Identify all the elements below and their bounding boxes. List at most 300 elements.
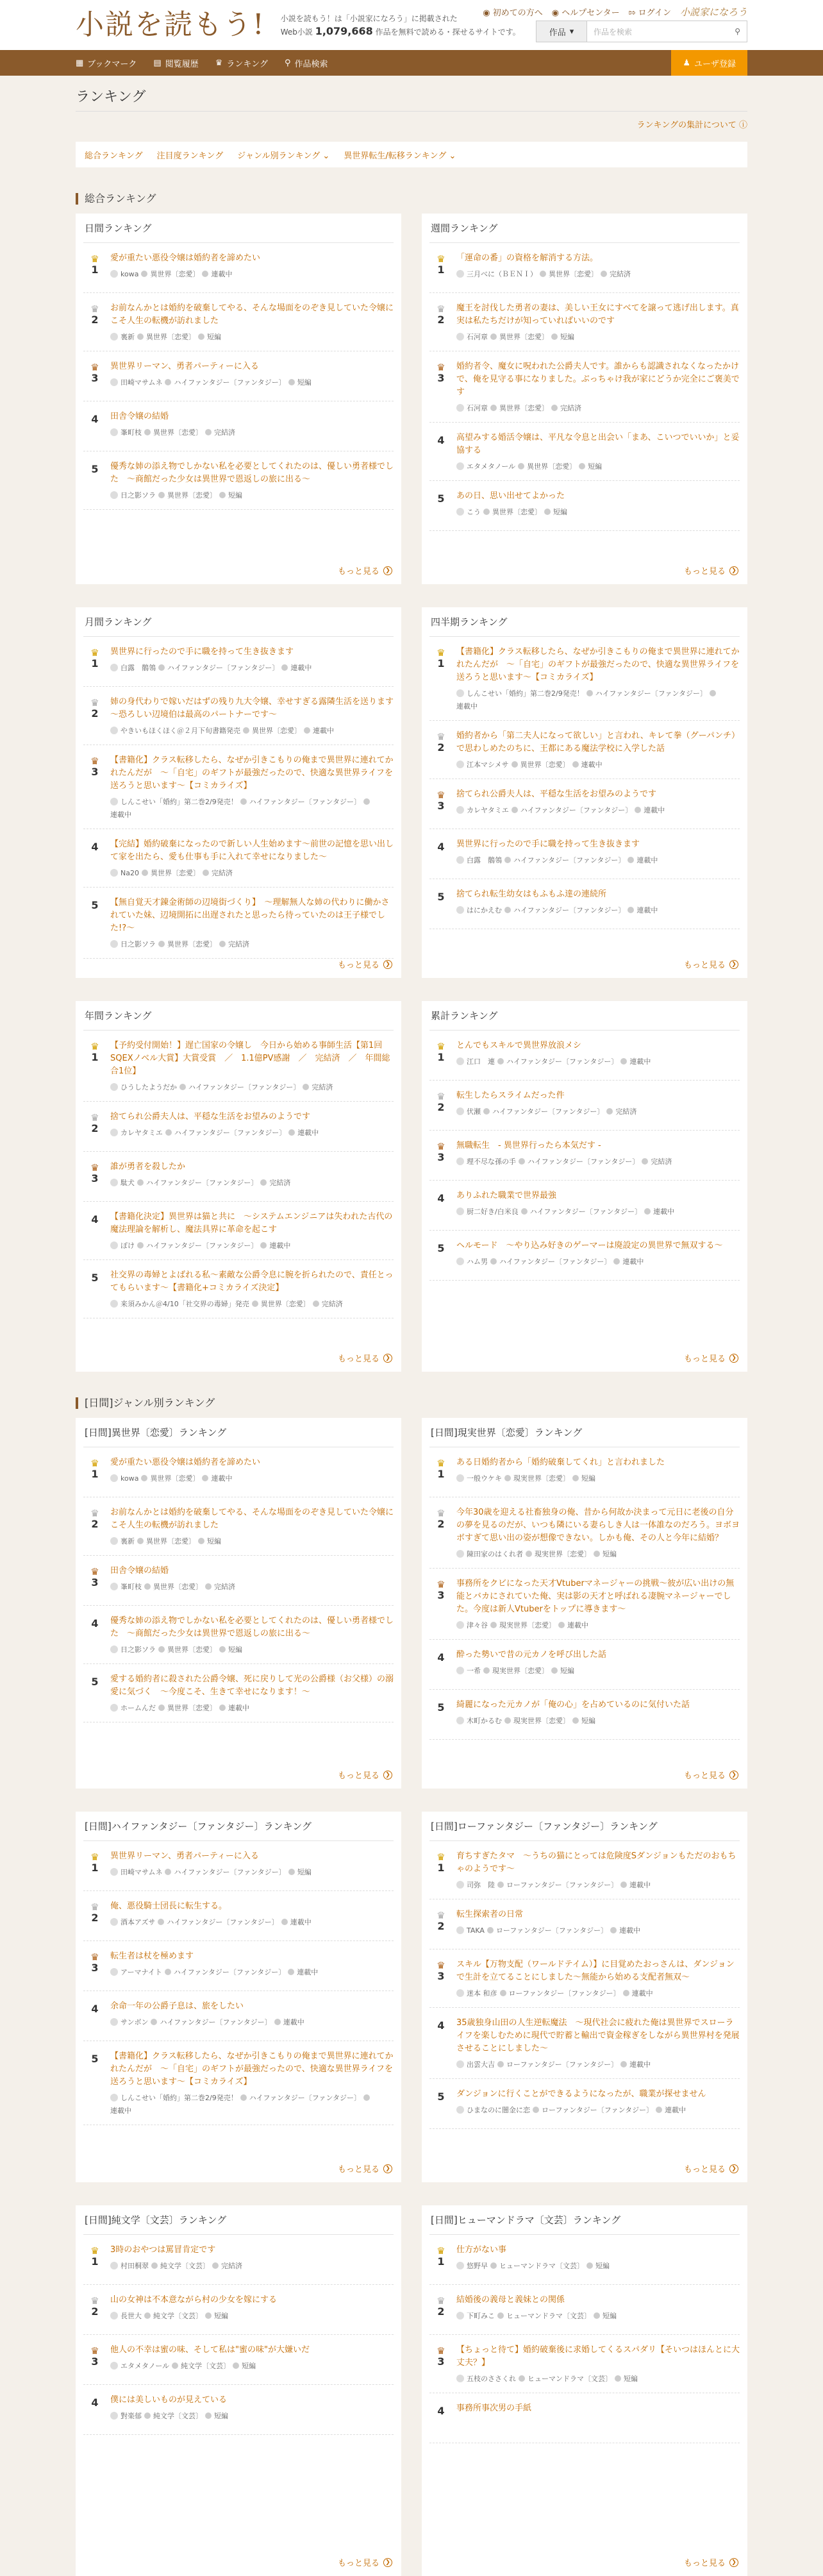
status-icon — [260, 1179, 267, 1186]
genre-label: ローファンタジー〔ファンタジー〕 — [506, 1881, 619, 1889]
work-meta — [456, 855, 740, 865]
work-meta — [456, 269, 740, 279]
work-title-link[interactable]: 異世界に行ったので手に職を持って生き抜きます — [110, 647, 294, 657]
genre-icon — [144, 2412, 151, 2419]
more-link[interactable]: もっと見る ❯ — [338, 564, 392, 577]
author-link[interactable]: 出雲大吉 — [467, 2060, 495, 2069]
status-label: 短編 — [228, 1646, 242, 1654]
search-input[interactable]: 作品を検索 ⚲ — [587, 21, 747, 42]
work-meta — [456, 1925, 740, 1935]
chevron-right-icon: ❯ — [729, 566, 738, 575]
genre-icon — [158, 664, 165, 671]
genre-label: ハイファンタジー〔ファンタジー〕 — [167, 664, 279, 672]
rank-badge — [83, 754, 106, 820]
rank-badge — [429, 730, 453, 770]
ranking-about-link[interactable]: ランキングの集計について ⓘ — [636, 121, 747, 130]
more-link[interactable]: もっと見る ❯ — [338, 2556, 392, 2568]
work-meta — [110, 2411, 394, 2421]
rank-number: 2 — [437, 314, 445, 326]
work-title-link[interactable]: 捨てられ公爵夫人は、平穏な生活をお望みのようです — [110, 1112, 311, 1122]
register-button[interactable]: ♟ ユーザ登録 — [671, 50, 747, 76]
rank-number: 2 — [437, 1920, 445, 1932]
more-link[interactable]: もっと見る ❯ — [684, 564, 738, 577]
work-count: 1,079,668 — [315, 24, 373, 37]
ranking-item — [429, 2393, 740, 2443]
genre-icon — [243, 727, 249, 734]
work-meta — [110, 1082, 394, 1092]
author-link[interactable]: 江本マシメサ — [467, 761, 509, 769]
rank-number: 3 — [91, 1962, 99, 1974]
genre-label: ハイファンタジー〔ファンタジー〕 — [529, 1208, 642, 1216]
work-title-link[interactable]: 【書籍化】クラス転移したら、なぜか引きこもりの俺まで異世界に連れてかれたんだが ～「自宅」のギフトが最強だったので、快適な異世界ライフを送ろうと思います～【コミカライズ】 — [456, 647, 740, 682]
crown-icon: ♛ — [436, 2345, 445, 2357]
more-link[interactable]: もっと見る ❯ — [338, 958, 392, 970]
author-link[interactable]: 理不尽な孫の手 — [467, 1158, 516, 1166]
work-title-link[interactable]: 【書籍化決定】異世界は猫と共に ～システムエンジニアは失われた古代の魔法理論を解析し、魔法具界に革命を起こす — [110, 1212, 393, 1234]
author-icon — [110, 1474, 118, 1482]
author-link[interactable]: 峯町枝 — [121, 428, 142, 437]
status-icon — [623, 1990, 629, 1996]
ranking-item — [429, 2285, 740, 2335]
crown-icon: ♛ — [436, 1041, 445, 1052]
author-link[interactable]: TAKA — [467, 1926, 485, 1935]
work-title-link[interactable]: 高望みする婚活令嬢は、平凡な令息と出会い「まあ、こいつでいいか」と妥協する — [456, 433, 740, 455]
work-title-link[interactable]: 捨てられ公爵夫人は、平穏な生活をお望みのようです — [456, 789, 657, 799]
status-label: 短編 — [214, 2312, 228, 2320]
nav-ranking[interactable]: ♛ ランキング — [215, 58, 268, 69]
genre-icon — [511, 761, 518, 768]
rank-number: 1 — [437, 1468, 445, 1480]
filter-attention[interactable]: 注目度ランキング — [156, 151, 224, 161]
card-title: [日間]現実世界〔恋愛〕ランキング — [429, 1426, 740, 1447]
work-title-link[interactable]: あの日、思い出せてよかった — [456, 491, 565, 501]
rank-badge — [83, 302, 106, 342]
crown-icon: ♛ — [436, 2245, 445, 2257]
work-title-link[interactable]: 田舎令嬢の結婚 — [110, 1566, 169, 1576]
work-meta — [110, 725, 394, 736]
rank-badge — [83, 838, 106, 878]
rank-badge — [429, 1040, 453, 1071]
genre-label: ハイファンタジー〔ファンタジー〕 — [492, 1107, 604, 1116]
rank-badge — [429, 1090, 453, 1121]
rank-badge — [83, 2394, 106, 2425]
ranking-item — [83, 1606, 394, 1664]
chevron-down-icon: ▾ — [569, 26, 574, 37]
ranking-item — [429, 1841, 740, 1899]
chevron-down-icon: ⌄ — [449, 151, 456, 161]
work-title-link[interactable]: 無職転生 - 異世界行ったら本気だす - — [456, 1141, 601, 1150]
work-title-link[interactable]: 転生探索者の日常 — [456, 1910, 524, 1919]
work-title-link[interactable]: 社交界の毒婦とよばれる私～素敵な公爵令息に腕を折られたので、責任とってもらいます～【書籍化+コミカライズ決定】 — [110, 1270, 394, 1293]
chevron-right-icon: ❯ — [729, 1771, 738, 1780]
work-title-link[interactable]: 山の女神は不本意ながら村の少女を嫁にする — [110, 2295, 278, 2305]
author-link[interactable]: Na20 — [121, 868, 139, 877]
rank-badge — [429, 432, 453, 471]
status-icon — [579, 463, 585, 469]
rank-number: 5 — [91, 1676, 99, 1688]
status-label: 連載中 — [110, 811, 131, 819]
status-label: 連載中 — [629, 1057, 651, 1066]
ranking-item — [429, 1031, 740, 1081]
rank-badge — [83, 2244, 106, 2275]
author-link[interactable]: ひまなのに闇金に恋 — [467, 2106, 530, 2114]
genre-label: ハイファンタジー〔ファンタジー〕 — [188, 1083, 301, 1091]
author-link[interactable]: 駄犬 — [121, 1179, 135, 1187]
author-link[interactable]: エタメタノール — [467, 462, 516, 471]
work-meta — [456, 1880, 740, 1890]
ranking-item — [429, 2335, 740, 2393]
crown-icon: ♛ — [436, 1910, 445, 1921]
author-link[interactable]: ホームんだ — [121, 1704, 156, 1712]
status-label: 連載中 — [636, 906, 658, 914]
work-title-link[interactable]: 結婚後の義母と義妹との関係 — [456, 2295, 565, 2305]
author-icon — [456, 856, 464, 864]
work-title-link[interactable]: 転生者は杖を極めます — [110, 1951, 194, 1961]
work-title-link[interactable]: 仕方がない事 — [456, 2245, 507, 2255]
author-icon — [110, 869, 118, 877]
card-title: [日間]ローファンタジー〔ファンタジー〕ランキング — [429, 1819, 740, 1841]
nav-search[interactable]: ⚲ 作品検索 — [284, 58, 328, 69]
work-title-link[interactable]: 俺、悪役騎士団長に転生する。 — [110, 1901, 228, 1911]
author-link[interactable]: 一般ウケキ — [467, 1474, 502, 1483]
work-meta — [456, 1715, 740, 1726]
author-link[interactable]: ぽけ — [121, 1242, 135, 1250]
work-meta — [456, 332, 740, 342]
work-title-link[interactable]: ありふれた職業で世界最強 — [456, 1191, 557, 1200]
filter-genre[interactable]: ジャンル別ランキング ⌄ — [237, 151, 330, 161]
author-link[interactable]: サンボン — [121, 2018, 149, 2026]
filter-overall[interactable]: 総合ランキング — [85, 151, 143, 161]
genre-icon — [483, 1108, 490, 1115]
ranking-item — [83, 1556, 394, 1606]
author-link[interactable]: 長世大 — [121, 2312, 142, 2320]
header — [0, 0, 823, 50]
author-link[interactable]: 田崎マサムネ — [121, 378, 163, 387]
ranking-card — [76, 1418, 401, 1789]
status-label: 短編 — [207, 333, 221, 341]
work-meta — [456, 1620, 740, 1630]
more-link[interactable]: もっと見る ❯ — [684, 958, 738, 970]
genre-label: ハイファンタジー〔ファンタジー〕 — [174, 1868, 286, 1876]
work-meta — [456, 2105, 740, 2115]
work-title-link[interactable]: ダンジョンに行くことができるようになったが、職業が探せません — [456, 2089, 706, 2099]
author-link[interactable]: 峯町枝 — [121, 1583, 142, 1591]
work-title-link[interactable]: 僕には美しいものが見えている — [110, 2395, 228, 2405]
author-link[interactable]: 三月べに（ＢＥＮＩ） — [467, 270, 537, 278]
work-title-link[interactable]: 婚約者から「第二夫人になって欲しい」と言われ、キレて拳（グーパンチ）で思わしめたのちに、王都にある魔法学校に入学した話 — [456, 731, 740, 753]
status-icon — [610, 1927, 617, 1933]
genre-icon — [172, 2362, 178, 2369]
author-link[interactable]: 日之影ソラ — [121, 940, 156, 948]
author-link[interactable]: はにかえむ — [467, 906, 502, 914]
work-title-link[interactable]: 事務所をクビになった天才Vtuberマネージャーの挑戦～彼が広い出けの無能とバカにされていた俺、実は影の天才と呼ばれる凄腕マネージャーでした。今度は新人Vtuberをトップに導きます～ — [456, 1579, 735, 1614]
status-label: 短編 — [588, 462, 603, 471]
status-label: 連載中 — [619, 1926, 641, 1935]
genre-icon — [586, 690, 593, 696]
status-icon — [620, 1058, 627, 1065]
status-icon — [551, 1667, 558, 1674]
genre-label: ハイファンタジー〔ファンタジー〕 — [249, 2094, 362, 2102]
author-link[interactable]: 江口 連 — [467, 1057, 495, 1066]
work-title-link[interactable]: 愛が重たい悪役令嬢は婚約者を諦めたい — [110, 1458, 261, 1467]
author-link[interactable]: 悠野早 — [467, 2262, 488, 2270]
author-icon — [110, 378, 118, 386]
author-link[interactable]: 迷本 和彦 — [467, 1989, 497, 1998]
genre-label: 異世界〔恋愛〕 — [146, 333, 195, 341]
nav-history[interactable]: ▤ 閲覧履歴 — [153, 58, 199, 69]
work-title-link[interactable]: 愛する婚約者に殺された公爵令嬢、死に戻りして光の公爵様（お父様）の溺愛に気づく ～今度こそ、生きて幸せになります！～ — [110, 1674, 394, 1697]
author-icon — [456, 1717, 464, 1724]
status-label: 連載中 — [629, 1881, 651, 1889]
author-link[interactable]: 伏瀬 — [467, 1107, 481, 1116]
work-title-link[interactable]: 育ちすぎたタマ ～うちの猫にとっては危険度Sダンジョンもただのおもちゃのようです～ — [456, 1851, 736, 1874]
author-link[interactable]: 酒本アズサ — [121, 1918, 156, 1926]
work-meta — [456, 2311, 740, 2321]
rank-badge — [429, 2244, 453, 2275]
author-icon — [456, 404, 464, 412]
genre-icon — [137, 333, 144, 340]
narou-logo[interactable]: 小説家になろう — [679, 6, 747, 18]
status-icon — [628, 907, 634, 913]
ranking-item — [83, 1891, 394, 1941]
author-link[interactable]: エタメタノール — [121, 2362, 170, 2370]
status-icon — [303, 1084, 309, 1090]
rank-badge — [429, 2017, 453, 2069]
rank-number: 4 — [91, 1213, 99, 1225]
author-link[interactable]: 木町かるむ — [467, 1717, 502, 1725]
work-title-link[interactable]: 異世界に行ったので手に職を持って生き抜きます — [456, 839, 640, 849]
work-title-link[interactable]: 転生したらスライムだった件 — [456, 1091, 565, 1100]
author-link[interactable]: kowa — [121, 1474, 139, 1483]
status-label: 短編 — [560, 1667, 574, 1675]
rank-number: 3 — [437, 800, 445, 812]
author-link[interactable]: ひうしたようだか — [121, 1083, 177, 1091]
crown-icon: ♛ — [436, 2295, 445, 2307]
rank-badge — [83, 2294, 106, 2325]
crown-icon: ♛ — [436, 731, 445, 743]
rank-badge — [83, 1111, 106, 1142]
genre-icon — [165, 379, 171, 385]
author-link[interactable]: 一希 — [467, 1667, 481, 1675]
genre-label: 異世界〔恋愛〕 — [520, 761, 570, 769]
ranking-item — [83, 451, 394, 510]
more-link[interactable]: もっと見る ❯ — [338, 1352, 392, 1364]
work-title-link[interactable]: 35歳独身山田の人生逆転魔法 ～現代社会に疲れた俺は異世界でスローライフを楽しむために現代で貯蓄と輸出で資金稼ぎをしながら異世界村を発展させることにしました～ — [456, 2018, 740, 2053]
link-beginners[interactable]: ◉ 初めての方へ — [483, 8, 543, 18]
more-link[interactable]: もっと見る ❯ — [684, 1769, 738, 1781]
work-title-link[interactable]: 田舎令嬢の結婚 — [110, 412, 169, 421]
ranking-item — [83, 2385, 394, 2435]
status-label: 短編 — [207, 1537, 221, 1545]
status-icon — [594, 1551, 600, 1557]
author-link[interactable]: 下町みこ — [467, 2312, 495, 2320]
work-title-link[interactable]: 「運命の番」の資格を解消する方法。 — [456, 253, 599, 263]
work-title-link[interactable]: 事務所事次男の手紙 — [456, 2403, 532, 2413]
author-link[interactable]: やきいもほくほく＠２月下旬書籍発売 — [121, 727, 240, 735]
more-link[interactable]: もっと見る ❯ — [684, 2556, 738, 2568]
genre-icon — [158, 941, 165, 947]
ranking-item — [83, 401, 394, 451]
rank-badge — [429, 2088, 453, 2119]
rank-number: 5 — [91, 2053, 99, 2065]
genre-label: 現実世界〔恋愛〕 — [499, 1621, 556, 1629]
work-title-link[interactable]: お前なんかとは婚約を破棄してやる、そんな場面をのぞき見していた令嬢にこそ人生の転機が訪れました — [110, 1508, 394, 1530]
rank-badge — [83, 1673, 106, 1713]
status-icon — [205, 429, 212, 435]
author-icon — [110, 2362, 118, 2370]
status-icon — [260, 1242, 267, 1249]
work-title-link[interactable]: 【予約受付開始！】遅亡国家の令嬢し 今日から始める事師生活【第1回SQEXノベル大賞】大賞受賞 ／ 1.1億PV感謝 ／ 完結済 ／ 年間総合1位】 — [110, 1041, 390, 1076]
author-icon — [110, 2312, 118, 2319]
author-icon — [110, 1537, 118, 1545]
ranking-item — [429, 1447, 740, 1497]
status-icon — [594, 2312, 600, 2319]
search-category-select[interactable]: 作品 ▾ — [536, 21, 587, 42]
ranking-item — [83, 1031, 394, 1102]
work-title-link[interactable]: スキル【万物支配（ワールドテイム）】に目覚めたおっさんは、ダンジョンで生計を立てることにしました～無能から始める支配者無双～ — [456, 1960, 735, 1982]
author-link[interactable]: しんこせい「婚約」第二巻2/9発売！ — [121, 2094, 238, 2102]
page-title: ランキング — [76, 89, 146, 105]
work-title-link[interactable]: 捨てられ転生幼女はもふもふ達の連続所 — [456, 889, 607, 899]
author-link[interactable]: しんこせい「婚約」第二巻2/9発売！ — [121, 798, 238, 806]
work-title-link[interactable]: 余命一年の公爵子息は、旅をしたい — [110, 2001, 244, 2011]
work-title-link[interactable]: とんでもスキルで異世界放浪メシ — [456, 1041, 581, 1050]
author-link[interactable]: ハム男 — [467, 1258, 488, 1266]
filter-isekai[interactable]: 異世界転生/転移ランキング ⌄ — [344, 151, 456, 161]
author-link[interactable]: カレヤタミエ — [467, 806, 509, 814]
ranking-item — [429, 879, 740, 929]
genre-label: 異世界〔恋愛〕 — [167, 940, 217, 948]
author-link[interactable]: 田崎マサムネ — [121, 1868, 163, 1876]
work-title-link[interactable]: 異世界リーマン、勇者パーティーに入る — [110, 1851, 259, 1861]
author-link[interactable]: カレヤタミエ — [121, 1129, 163, 1137]
link-help[interactable]: ◉ ヘルプセンター — [551, 8, 620, 18]
work-title-link[interactable]: 【書籍化】クラス転移したら、なぜか引きこもりの俺まで異世界に連れてかれたんだが ～「自宅」のギフトが最強だったので、快適な異世界ライフを送ろうと思います～【コミカライズ】 — [110, 755, 394, 791]
author-icon — [456, 1550, 464, 1558]
ranking-item — [83, 888, 394, 959]
work-title-link[interactable]: 今年30歳を迎える社畜独身の俺、昔から何故か決まって元日に老後の自分の夢を見るのだが、いつも隣にいる妻らしき人は一体誰なのだろう。ヨボヨボすぎて思い出の姿が想像できない。しかも俺、その人と今年に結婚？ — [456, 1508, 740, 1543]
author-link[interactable]: 厨二好き/白米良 — [467, 1208, 519, 1216]
rank-number: 2 — [91, 2305, 99, 2318]
author-link[interactable]: 裏新 — [121, 333, 135, 341]
work-title-link[interactable]: 優秀な姉の添え物でしかない私を必要としてくれたのは、優しい勇者様でした ～商館だった少女は異世界で恩返しの旅に出る～ — [110, 1616, 394, 1638]
author-icon — [456, 1057, 464, 1065]
work-title-link[interactable]: 優秀な姉の添え物でしかない私を必要としてくれたのは、優しい勇者様でした ～商館だった少女は異世界で恩返しの旅に出る～ — [110, 462, 394, 484]
work-meta — [110, 939, 394, 949]
status-icon — [572, 1475, 579, 1481]
status-icon — [288, 1869, 295, 1875]
work-title-link[interactable]: 姉の身代わりで嫁いだはずの残り九大令嬢、幸せすぎる露隣生活を送ります～恐ろしい辺境伯は最高のパートナーです～ — [110, 697, 394, 720]
card-title: 四半期ランキング — [429, 615, 740, 637]
author-icon — [456, 1667, 464, 1674]
rank-badge — [429, 1456, 453, 1488]
genre-label: 異世界〔恋愛〕 — [167, 491, 217, 500]
author-link[interactable]: こう — [467, 508, 481, 516]
genre-label: ハイファンタジー〔ファンタジー〕 — [174, 378, 286, 387]
author-icon — [456, 1158, 464, 1165]
author-link[interactable]: 對楽郁 — [121, 2412, 142, 2420]
work-title-link[interactable]: 他人の不幸は蜜の味、そして私は"蜜の味"が大嫌いだ — [110, 2345, 310, 2355]
status-icon — [202, 271, 208, 277]
status-icon — [203, 870, 209, 876]
author-link[interactable]: 五枝のささくれ — [467, 2375, 516, 2383]
work-title-link[interactable]: 酔った勢いで昔の元カノを呼び出した話 — [456, 1650, 607, 1660]
work-title-link[interactable]: 婚約者令、魔女に呪われた公爵夫人です。誰からも認識されなくなったかけで、俺を見守る事になりました。ぶっちゃけ我が家にどうか完全にご褒美です — [456, 362, 740, 397]
author-link[interactable]: しんこせい「婚約」第二巻2/9発売！ — [467, 689, 584, 698]
genre-icon — [518, 463, 524, 469]
status-label: 短編 — [228, 491, 242, 500]
genre-icon — [519, 1158, 525, 1165]
author-link[interactable]: 裏新 — [121, 1537, 135, 1545]
author-link[interactable]: 陳田家のはくれ者 — [467, 1550, 523, 1558]
chevron-down-icon: ⌄ — [322, 151, 330, 161]
status-label: 短編 — [581, 1717, 595, 1725]
author-link[interactable]: 石河章 — [467, 333, 488, 341]
more-link[interactable]: もっと見る ❯ — [684, 1352, 738, 1364]
work-meta — [110, 2017, 394, 2027]
more-link[interactable]: もっと見る ❯ — [338, 1769, 392, 1781]
author-link[interactable]: 白露 鶺鴒 — [467, 856, 502, 864]
work-title-link[interactable]: ある日婚約者から「婚約破棄してくれ」と言われました — [456, 1458, 665, 1467]
rank-number: 1 — [437, 657, 445, 669]
work-title-link[interactable]: ヘルモード ～やり込み好きのゲーマーは廃設定の異世界で無双する～ — [456, 1241, 723, 1250]
site-logo[interactable]: 小説を読もう! — [76, 8, 265, 41]
crown-icon: ♛ — [436, 303, 445, 315]
nav-bookmark[interactable]: ▦ ブックマーク — [76, 58, 137, 69]
rank-number: 4 — [91, 2003, 99, 2015]
author-link[interactable]: kowa — [121, 269, 139, 278]
status-icon — [620, 1881, 627, 1888]
rank-number: 3 — [437, 1589, 445, 1601]
ranking-item — [83, 2285, 394, 2335]
work-title-link[interactable]: 【完結】婚約破棄になったので新しい人生始めます～前世の記憶を思い出して家を出たら、愛も仕事も手に入れて幸せになりました～ — [110, 839, 394, 862]
author-link[interactable]: 津々谷 — [467, 1621, 488, 1629]
author-icon — [456, 508, 464, 516]
work-title-link[interactable]: 【ちょっと待て】婚約破棄後に求婚してくるスパダリ【そいつはほんとに大丈夫？】 — [456, 2345, 740, 2368]
author-link[interactable]: 来須みかん＠4/10「社交界の毒婦」発売 — [121, 1300, 249, 1308]
work-title-link[interactable]: お前なんかとは婚約を破棄してやる、そんな場面をのぞき見していた令嬢にこそ人生の転機が訪れました — [110, 303, 394, 326]
status-label: 連載中 — [644, 806, 665, 814]
status-icon — [202, 1475, 208, 1481]
link-login[interactable]: ⇰ ログイン — [628, 8, 671, 18]
rank-number: 4 — [437, 1192, 445, 1204]
genre-label: 異世界〔恋愛〕 — [499, 333, 549, 341]
ranking-card — [76, 607, 401, 978]
more-link[interactable]: もっと見る ❯ — [338, 2162, 392, 2175]
work-title-link[interactable]: 【書籍化】クラス転移したら、なぜか引きこもりの俺まで異世界に連れてかれたんだが ～「自宅」のギフトが最強だったので、快適な異世界ライフを送ろうと思います～【コミカライズ】 — [110, 2051, 394, 2087]
author-link[interactable]: 白露 鶺鴒 — [121, 664, 156, 672]
ranking-item — [429, 481, 740, 531]
work-title-link[interactable]: 愛が重たい悪役令嬢は婚約者を諦めたい — [110, 253, 261, 263]
work-title-link[interactable]: 魔王を討伐した勇者の妻は、美しい王女にすべてを譲って逃げ出します。真実は私たちだけが知っていればいいのです — [456, 303, 739, 326]
work-title-link[interactable]: 綺麗になった元カノが「俺の心」を占めているのに気付いた話 — [456, 1700, 690, 1710]
status-label: 連載中 — [581, 761, 603, 769]
rank-badge — [83, 1565, 106, 1596]
work-title-link[interactable]: 誰が勇者を殺したか — [110, 1162, 186, 1172]
author-link[interactable]: アーマナイト — [121, 1968, 162, 1976]
author-link[interactable]: 石河章 — [467, 404, 488, 412]
crown-icon: ♛ — [90, 2245, 99, 2257]
work-title-link[interactable]: 異世界リーマン、勇者パーティーに入る — [110, 362, 259, 371]
work-title-link[interactable]: 【無自覚天才錬金術師の辺境街づくり】 ～理解無人な姉の代わりに働かされていた妹、辺境開拓に出遅されたと思ったら待っていたのは王子様でした!?～ — [110, 898, 390, 933]
author-link[interactable]: 司弥 陸 — [467, 1881, 495, 1889]
work-title-link[interactable]: 3時のおやつは罵冒肯定です — [110, 2245, 216, 2255]
author-link[interactable]: 村田桐翠 — [121, 2262, 149, 2270]
author-link[interactable]: 日之影ソラ — [121, 491, 156, 500]
author-link[interactable]: 日之影ソラ — [121, 1646, 156, 1654]
ranking-item — [429, 423, 740, 481]
more-link[interactable]: もっと見る ❯ — [684, 2162, 738, 2175]
